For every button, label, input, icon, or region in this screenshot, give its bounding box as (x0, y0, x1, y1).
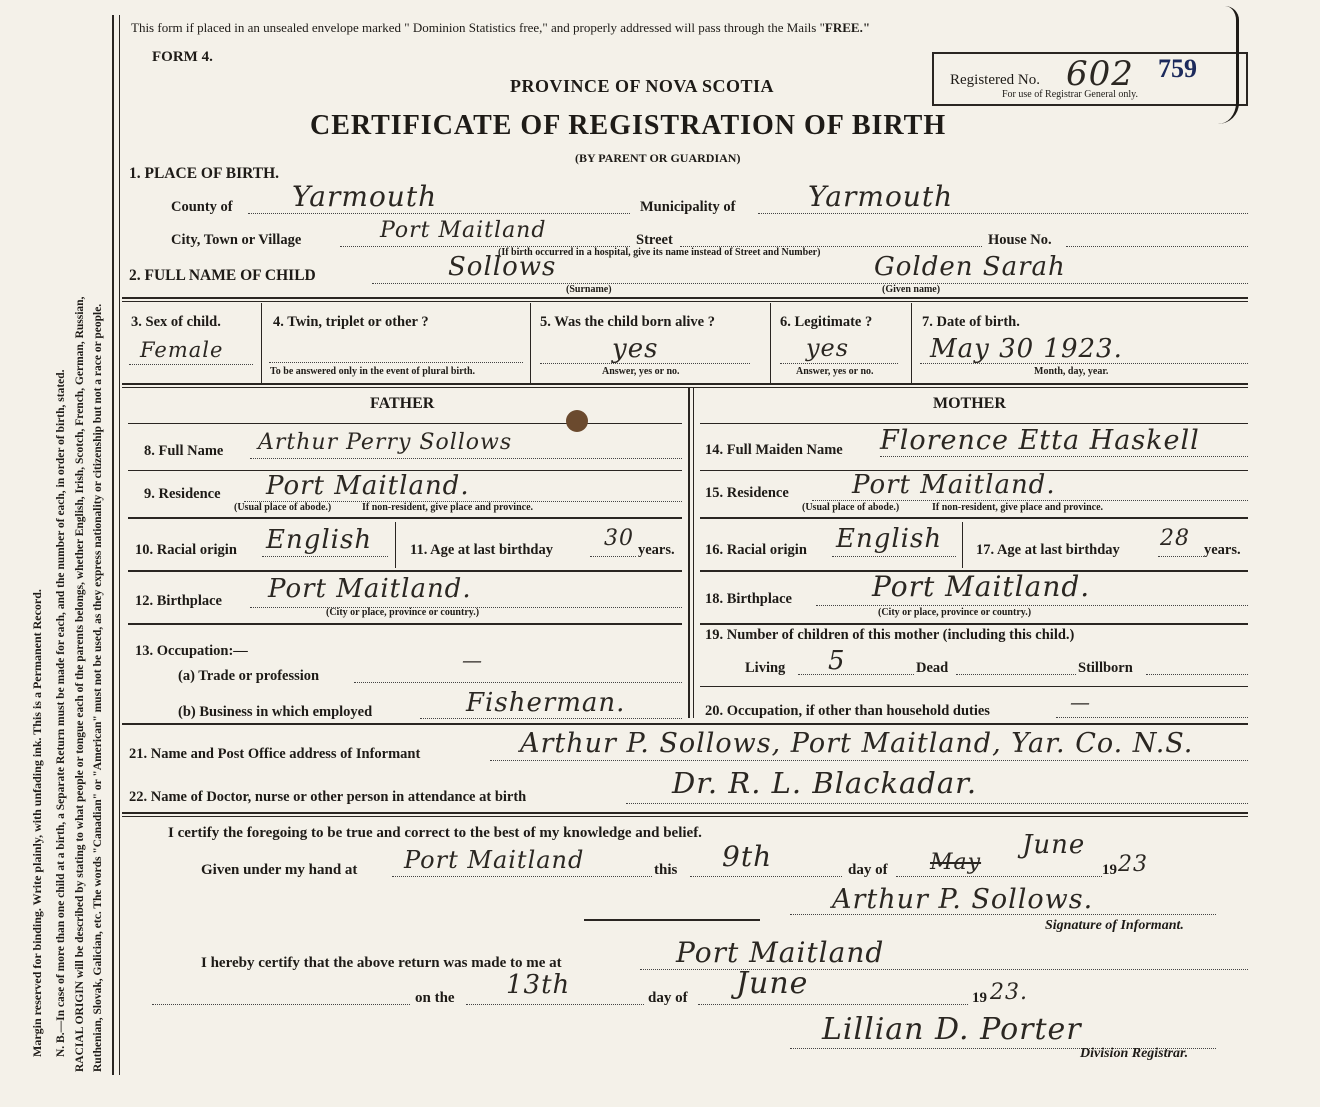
margin-rule (112, 15, 114, 1075)
year-value: 23 (1118, 852, 1148, 877)
mother-name-line (880, 456, 1248, 457)
day-of-label: day of (848, 862, 888, 878)
margin-rule-inner (119, 15, 120, 1075)
father-residence-label: 9. Residence (144, 486, 221, 502)
mother-age-label: 17. Age at last birthday (976, 542, 1120, 558)
mother-residence-value: Port Maitland. (852, 470, 1056, 500)
registered-number-stamp: 759 (1158, 54, 1197, 83)
doctor-label: 22. Name of Doctor, nurse or other person in attendance at birth (129, 789, 527, 805)
child-given-value: Golden Sarah (874, 252, 1066, 282)
legitimate-caption: Answer, yes or no. (796, 366, 874, 377)
mother-birthplace-caption: (City or place, province or country.) (878, 607, 1032, 618)
parents-divider (688, 388, 690, 718)
row3-divider-3 (770, 303, 771, 383)
mother-occupation-label: 20. Occupation, if other than household duties (705, 703, 990, 719)
father-rule-2 (128, 517, 682, 519)
father-rule-4 (128, 623, 682, 625)
mother-heading-rule (700, 423, 1248, 424)
dead-line (956, 674, 1076, 675)
return-month-value: June (736, 966, 809, 1001)
sex-value: Female (140, 338, 224, 362)
rule-above-certification (122, 812, 1248, 814)
father-race-value: English (266, 525, 373, 555)
father-birthplace-caption: (City or place, province or country.) (326, 607, 480, 618)
row3-divider-1 (261, 303, 262, 383)
municipality-value: Yarmouth (808, 180, 954, 213)
row3-divider-2 (530, 303, 531, 383)
city-label: City, Town or Village (171, 232, 302, 248)
given-caption: (Given name) (882, 284, 941, 295)
mother-residence-line (812, 500, 1248, 501)
doctor-line (626, 803, 1248, 804)
day-line (690, 876, 842, 877)
mother-birthplace-value: Port Maitland. (872, 570, 1091, 603)
stillborn-label: Stillborn (1078, 660, 1133, 676)
father-name-label: 8. Full Name (144, 443, 224, 459)
bracket-mark (1218, 6, 1239, 124)
father-birthplace-value: Port Maitland. (268, 574, 472, 604)
father-occupation-label: 13. Occupation:— (135, 643, 248, 659)
father-age-label: 11. Age at last birthday (410, 542, 553, 558)
legitimate-line (780, 363, 898, 364)
page-title: CERTIFICATE OF REGISTRATION OF BIRTH (310, 110, 947, 141)
parents-divider-b (693, 388, 694, 718)
twin-label: 4. Twin, triplet or other ? (273, 314, 429, 330)
father-business-label: (b) Business in which employed (178, 704, 373, 720)
father-residence-caption: (Usual place of abode.) (234, 502, 332, 513)
province-title: PROVINCE OF NOVA SCOTIA (510, 76, 775, 96)
margin-note-plural-birth: N. B.—In case of more than one child at a birth, a Separate Return must be made for each, and the number of each, in order of birth, stated. (55, 369, 67, 1057)
mail-notice (131, 20, 870, 36)
month-line (896, 876, 1102, 877)
return-blank-line (152, 1004, 410, 1005)
rule-above-row3b (122, 301, 1248, 302)
registrar-only-note: For use of Registrar General only. (1002, 89, 1138, 100)
registrar-caption: Division Registrar. (1080, 1046, 1189, 1061)
child-name-line (372, 283, 1248, 284)
hospital-note: (If birth occurred in a hospital, give its name instead of Street and Number) (498, 247, 821, 258)
mother-rule-5 (700, 686, 1248, 687)
informant-value: Arthur P. Sollows, Port Maitland, Yar. Co. N.S. (520, 728, 1194, 759)
given-place-line (392, 876, 652, 877)
mother-name-value: Florence Etta Haskell (880, 425, 1200, 456)
alive-value: yes (612, 334, 659, 364)
margin-note-racial-origin: RACIAL ORIGIN will be described by stating to what people or tongue each of the parents belongs, whether English, Irish, Scotch, French, German, Russian, (74, 296, 86, 1072)
living-value: 5 (828, 646, 846, 676)
mother-name-label: 14. Full Maiden Name (705, 442, 843, 458)
mother-children-label: 19. Number of children of this mother (including this child.) (705, 627, 1075, 643)
father-residence-value: Port Maitland. (266, 471, 470, 501)
sex-label: 3. Sex of child. (131, 314, 221, 330)
signature-caption: Signature of Informant. (1045, 918, 1184, 933)
house-label: House No. (988, 232, 1052, 248)
day-value: 9th (722, 840, 773, 873)
seal-line (584, 919, 760, 921)
twin-line (269, 362, 523, 363)
mother-race-divider (962, 522, 963, 568)
living-line (798, 674, 914, 675)
registrar-signature: Lillian D. Porter (822, 1012, 1082, 1047)
legitimate-value: yes (806, 334, 850, 362)
return-day-of-label: day of (648, 990, 688, 1006)
punch-hole (566, 410, 588, 432)
municipality-line (758, 213, 1248, 214)
father-heading-rule (128, 423, 682, 424)
father-birthplace-label: 12. Birthplace (135, 593, 222, 609)
father-business-line (420, 718, 682, 719)
registered-number-box (932, 52, 1248, 106)
form-number: FORM 4. (152, 49, 213, 65)
informant-signature: Arthur P. Sollows. (832, 884, 1094, 915)
month-struck-value: May (930, 850, 982, 875)
informant-label: 21. Name and Post Office address of Informant (129, 746, 421, 762)
living-label: Living (745, 660, 786, 676)
mother-residence-label: 15. Residence (705, 485, 789, 501)
mother-rule-4 (700, 623, 1248, 625)
father-age-value: 30 (604, 526, 634, 551)
mother-occupation-value: — (1070, 690, 1091, 714)
mother-occupation-line (1056, 717, 1248, 718)
father-residence-note: If non-resident, give place and province. (362, 502, 534, 513)
given-label: Given under my hand at (201, 862, 358, 878)
registered-number-handwritten: 602 (1066, 54, 1134, 94)
mother-birthplace-line (816, 605, 1248, 606)
county-value: Yarmouth (292, 180, 438, 213)
certification-statement: I certify the foregoing to be true and correct to the best of my knowledge and belief. (168, 825, 702, 841)
given-place-value: Port Maitland (404, 846, 585, 874)
this-label: this (654, 862, 678, 878)
house-line (1066, 246, 1248, 247)
father-name-value: Arthur Perry Sollows (258, 430, 513, 455)
page-subtitle: (BY PARENT OR GUARDIAN) (575, 151, 741, 165)
city-value: Port Maitland (380, 218, 547, 243)
rule-above-parents-b (122, 387, 1248, 388)
sex-line (129, 364, 253, 365)
dob-line (920, 363, 1248, 364)
return-month-line (698, 1004, 968, 1005)
year-prefix: 19 (1102, 862, 1117, 878)
mother-birthplace-label: 18. Birthplace (705, 591, 792, 607)
rule-above-row3 (122, 297, 1248, 299)
street-label: Street (636, 232, 673, 248)
dob-label: 7. Date of birth. (922, 314, 1020, 330)
municipality-label: Municipality of (640, 199, 736, 215)
rule-above-parents (122, 383, 1248, 385)
mother-race-line (832, 556, 956, 557)
dob-value: May 30 1923. (930, 334, 1123, 364)
return-day-line (466, 1004, 644, 1005)
return-label: I hereby certify that the above return was made to me at (201, 955, 562, 971)
father-trade-line (354, 682, 682, 683)
county-line (248, 213, 630, 214)
father-race-line (262, 556, 388, 557)
margin-note-racial-origin-cont: Ruthenian, Slovak, Galician, etc. The words "Canadian" or "American" must not be used, as they express nationality or citizenship but not a race or people. (92, 303, 104, 1072)
father-trade-label: (a) Trade or profession (178, 668, 320, 684)
surname-caption: (Surname) (566, 284, 612, 295)
rule-below-parents (122, 723, 1248, 725)
mail-free-text: FREE." (824, 20, 871, 35)
informant-line (490, 760, 1248, 761)
return-year-value: 23. (990, 980, 1028, 1005)
mother-age-unit: years. (1204, 542, 1241, 558)
legitimate-label: 6. Legitimate ? (780, 314, 873, 330)
alive-label: 5. Was the child born alive ? (540, 314, 715, 330)
return-place-value: Port Maitland (676, 936, 885, 969)
doctor-value: Dr. R. L. Blackadar. (672, 766, 978, 800)
place-of-birth-heading: 1. PLACE OF BIRTH. (129, 165, 280, 182)
county-label: County of (171, 199, 233, 215)
mother-residence-note: If non-resident, give place and province. (932, 502, 1104, 513)
alive-line (540, 363, 750, 364)
return-year-prefix: 19 (972, 990, 987, 1006)
return-day-value: 13th (506, 970, 571, 1000)
alive-caption: Answer, yes or no. (602, 366, 680, 377)
dob-caption: Month, day, year. (1034, 366, 1109, 377)
child-surname-value: Sollows (448, 252, 557, 282)
father-race-label: 10. Racial origin (135, 542, 237, 558)
mother-age-line (1158, 556, 1204, 557)
father-trade-value: — (462, 648, 483, 672)
mother-race-value: English (836, 524, 943, 554)
margin-note-binding: Margin reserved for binding. Write plainly, with unfading ink. This is a Permanent Record. (30, 589, 44, 1057)
father-name-line (250, 458, 682, 459)
mail-notice-text: This form if placed in an unsealed envelope marked " Dominion Statistics free," and properly addressed will pass through the Mails " (131, 20, 825, 35)
twin-note: To be answered only in the event of plural birth. (270, 366, 476, 377)
father-age-unit: years. (638, 542, 675, 558)
child-name-label: 2. FULL NAME OF CHILD (129, 267, 316, 284)
month-value: June (1022, 830, 1086, 860)
mother-race-label: 16. Racial origin (705, 542, 807, 558)
stillborn-line (1146, 674, 1248, 675)
row3-divider-4 (911, 303, 912, 383)
mother-residence-caption: (Usual place of abode.) (802, 502, 900, 513)
mother-rule-2 (700, 517, 1248, 519)
father-age-line (590, 556, 636, 557)
rule-above-certification-b (122, 816, 1248, 817)
mother-heading: MOTHER (933, 395, 1006, 412)
father-business-value: Fisherman. (466, 688, 626, 718)
return-place-line (640, 969, 1248, 970)
mother-age-value: 28 (1160, 526, 1190, 551)
dead-label: Dead (916, 660, 949, 676)
father-race-divider (395, 522, 396, 568)
on-the-label: on the (415, 990, 455, 1006)
father-heading: FATHER (370, 395, 435, 412)
registered-label: Registered No. (950, 72, 1040, 88)
father-rule-3 (128, 570, 682, 572)
